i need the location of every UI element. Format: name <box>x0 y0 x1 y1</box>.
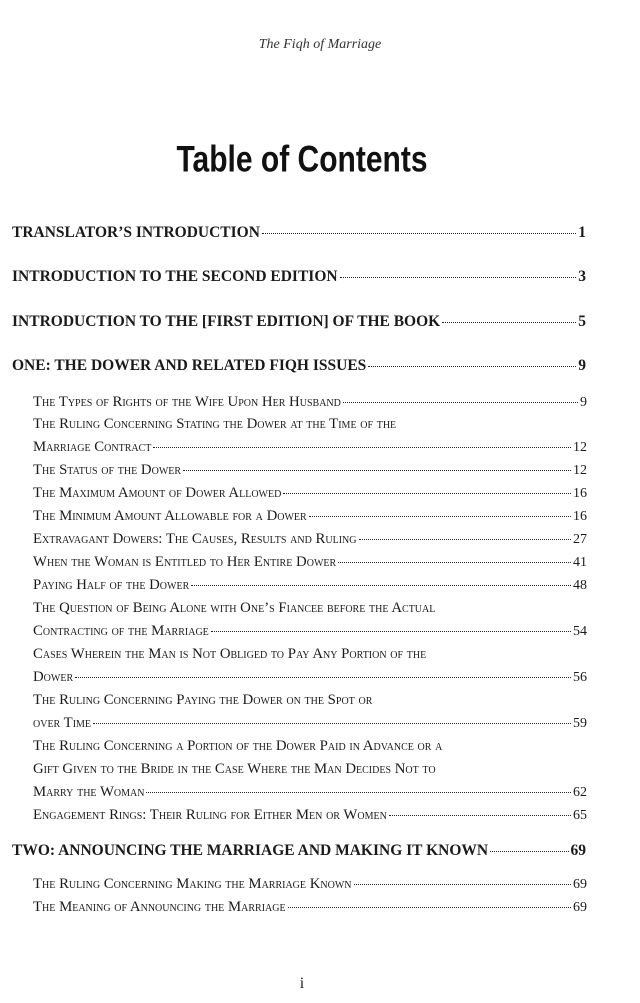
toc-section[interactable] <box>33 554 587 571</box>
leader-dots <box>75 677 571 678</box>
toc-chapter-title: TWO: ANNOUNCING THE MARRIAGE AND MAKING IT KNOWN <box>12 842 489 859</box>
toc-chapter-title: INTRODUCTION TO THE [FIRST EDITION] OF THE BOOK <box>12 313 441 330</box>
toc-section[interactable] <box>33 784 587 801</box>
toc-page-number: 41 <box>573 555 587 570</box>
toc-section-title: The Ruling Concerning Making the Marriage Known <box>33 876 352 892</box>
toc-section[interactable] <box>33 623 587 640</box>
toc-page-number: 16 <box>573 509 587 524</box>
toc-section[interactable] <box>33 577 587 594</box>
toc-section[interactable] <box>33 462 587 479</box>
toc-chapter-title: INTRODUCTION TO THE SECOND EDITION <box>12 268 338 285</box>
toc-page-number: 12 <box>573 440 587 455</box>
toc-chapter-one[interactable] <box>12 357 586 375</box>
toc-chapter-title: TRANSLATOR’S INTRODUCTION <box>12 224 260 241</box>
toc-section[interactable] <box>33 876 587 893</box>
toc-chapter-two[interactable] <box>12 842 586 860</box>
toc-section-title: Engagement Rings: Their Ruling for Either Men or Women <box>33 807 387 823</box>
toc-section-title: The Meaning of Announcing the Marriage <box>33 899 286 915</box>
toc-page-number: 59 <box>573 716 587 731</box>
leader-dots <box>309 516 571 517</box>
toc-section-line[interactable]: The Ruling Concerning a Portion of the Dower Paid in Advance or a <box>33 738 443 754</box>
leader-dots <box>191 585 571 586</box>
running-head: The Fiqh of Marriage <box>258 37 382 52</box>
toc-chapter-first-edition[interactable] <box>12 313 586 331</box>
leader-dots <box>146 792 571 793</box>
toc-page-number: 69 <box>573 900 587 915</box>
toc-page-number: 16 <box>573 486 587 501</box>
toc-section[interactable] <box>33 669 587 686</box>
toc-section[interactable] <box>33 394 587 411</box>
toc-section-line[interactable]: Gift Given to the Bride in the Case Where the Man Decides Not to <box>33 761 436 777</box>
toc-chapter-second-edition[interactable] <box>12 268 586 286</box>
toc-section-title: The Status of the Dower <box>33 462 182 478</box>
toc-page-number: 27 <box>573 532 587 547</box>
toc-section[interactable] <box>33 508 587 525</box>
toc-section-title: over Time <box>33 715 92 731</box>
toc-section-title: Contracting of the Marriage <box>33 623 209 639</box>
toc-page-number: 5 <box>578 313 586 330</box>
toc-section-line[interactable]: The Ruling Concerning Paying the Dower on the Spot or <box>33 692 373 708</box>
leader-dots <box>340 277 577 278</box>
leader-dots <box>288 907 571 908</box>
page-title: Table of Contents <box>176 140 428 181</box>
leader-dots <box>490 851 568 852</box>
leader-dots <box>368 366 576 367</box>
toc-section-title: The Types of Rights of the Wife Upon Her Husband <box>33 394 341 410</box>
toc-section[interactable] <box>33 531 587 548</box>
toc-page-number: 65 <box>573 808 587 823</box>
toc-page-number: 62 <box>573 785 587 800</box>
leader-dots <box>442 322 576 323</box>
toc-page-number: 1 <box>578 224 586 241</box>
toc-section-title: The Maximum Amount of Dower Allowed <box>33 485 282 501</box>
leader-dots <box>283 493 571 494</box>
leader-dots <box>389 815 571 816</box>
toc-section-title: Marry the Woman <box>33 784 145 800</box>
toc-section-title: Dower <box>33 669 74 685</box>
leader-dots <box>343 402 578 403</box>
toc-section-title: Paying Half of the Dower <box>33 577 190 593</box>
toc-section[interactable] <box>33 485 587 502</box>
toc-chapter-title: ONE: THE DOWER AND RELATED FIQH ISSUES <box>12 357 367 374</box>
toc-page-number: 9 <box>580 395 587 410</box>
toc-section[interactable] <box>33 715 587 732</box>
page-number: i <box>299 975 305 992</box>
leader-dots <box>262 233 576 234</box>
leader-dots <box>183 470 571 471</box>
leader-dots <box>359 539 572 540</box>
toc-page-number: 48 <box>573 578 587 593</box>
toc-page-number: 56 <box>573 670 587 685</box>
leader-dots <box>211 631 571 632</box>
toc-section-line[interactable]: Cases Wherein the Man is Not Obliged to Pay Any Portion of the <box>33 646 427 662</box>
toc-page-number: 12 <box>573 463 587 478</box>
leader-dots <box>153 447 571 448</box>
toc-page-number: 3 <box>578 268 586 285</box>
toc-section-title: When the Woman is Entitled to Her Entire Dower <box>33 554 337 570</box>
toc-chapter-translators-introduction[interactable] <box>12 224 586 242</box>
toc-page-number: 54 <box>573 624 587 639</box>
toc-page-number: 69 <box>573 877 587 892</box>
toc-page-number: 9 <box>578 357 586 374</box>
leader-dots <box>338 562 571 563</box>
toc-section[interactable] <box>33 439 587 456</box>
toc-section-line[interactable]: The Ruling Concerning Stating the Dower at the Time of the <box>33 416 397 432</box>
toc-section-line[interactable]: The Question of Being Alone with One’s Fiancee before the Actual <box>33 600 436 616</box>
leader-dots <box>93 723 571 724</box>
toc-section[interactable] <box>33 899 587 916</box>
toc-section-title: Extravagant Dowers: The Causes, Results and Ruling <box>33 531 357 547</box>
toc-section-title: The Minimum Amount Allowable for a Dower <box>33 508 307 524</box>
toc-page-number: 69 <box>570 842 586 859</box>
toc-section-title: Marriage Contract <box>33 439 152 455</box>
toc-section[interactable] <box>33 807 587 824</box>
leader-dots <box>354 884 572 885</box>
